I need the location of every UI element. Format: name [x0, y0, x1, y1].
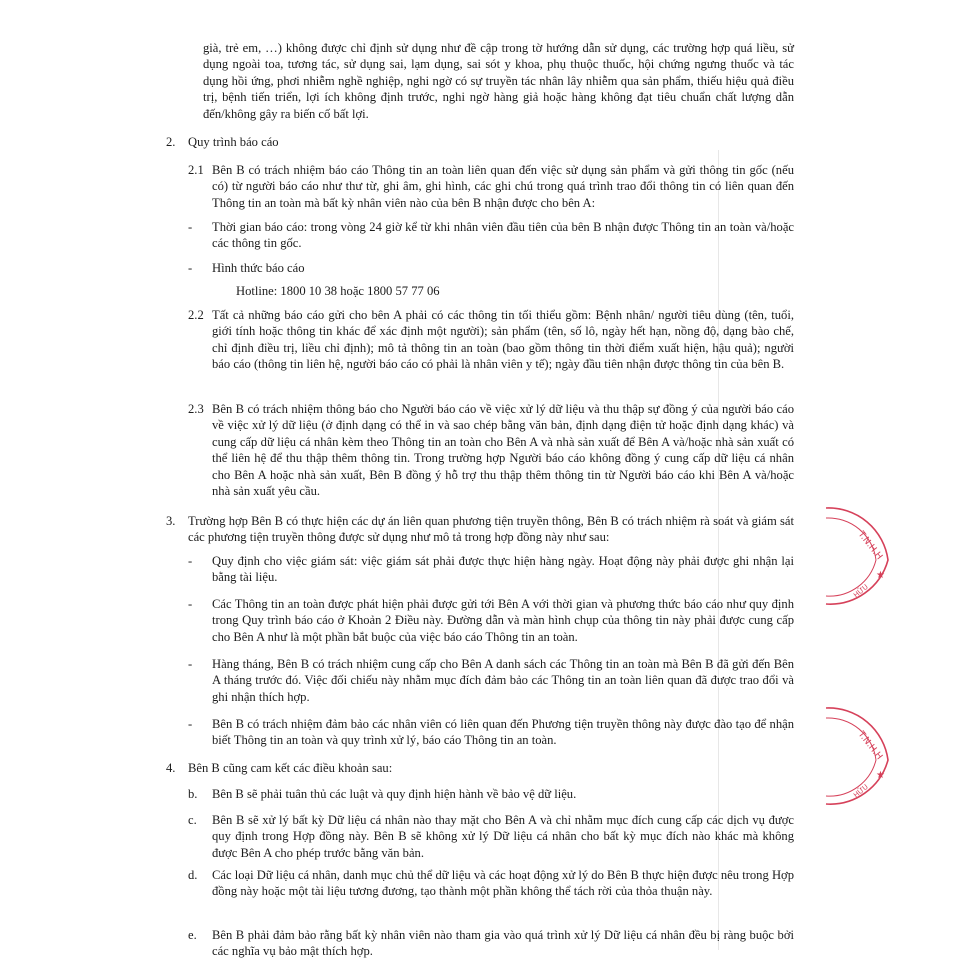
svg-text:★: ★ — [876, 570, 885, 581]
item-e-label: e. — [188, 928, 197, 942]
bullet-dash: - — [188, 261, 193, 275]
bullet-training: Bên B có trách nhiệm đảm bảo các nhân viên có liên quan đến Phương tiện truyền thông này được đào tạo để nhận biết Thông tin an toàn và quy trình xử lý, báo cáo Thông tin an toàn. — [212, 717, 794, 748]
clause-2-3-number: 2.3 — [188, 402, 204, 416]
section-2-number: 2. — [166, 135, 176, 149]
clause-2-1-number: 2.1 — [188, 163, 204, 177]
bullet-dash: - — [188, 554, 193, 568]
bullet-report-time: Thời gian báo cáo: trong vòng 24 giờ kể từ khi nhân viên đầu tiên của bên B nhận được Thông tin an toàn và/hoặc các thông tin gốc. — [212, 220, 794, 251]
item-d-label: d. — [188, 868, 198, 882]
bullet-dash: - — [188, 717, 193, 731]
svg-text:★: ★ — [876, 770, 885, 781]
clause-2-1-text: Bên B có trách nhiệm báo cáo Thông tin an toàn liên quan đến việc sử dụng sản phẩm và gửi thông tin gốc (nếu có) từ người báo cáo như thư từ, ghi âm, ghi hình, các ghi chú trong quá trình trao đổi thông tin có liên quan đến Thông tin an toàn mà bất kỳ nhân viên nào của bên B nhận được cho bên A: — [212, 163, 794, 210]
svg-text:T.N.H.H: T.N.H.H — [855, 529, 884, 562]
bullet-dash: - — [188, 597, 193, 611]
item-c-label: c. — [188, 813, 197, 827]
clause-2-3-text: Bên B có trách nhiệm thông báo cho Người báo cáo về việc xử lý dữ liệu và thu thập sự đồng ý của người báo cáo về việc xử lý dữ liệu (ở định dạng có thể in và sao chép bằng văn bản, định dạng điện tử hoặc định dạng khác) và cung cấp dữ liệu cá nhân kèm theo Thông tin an toàn cho Bên A và nhà sản xuất để Bên A và/hoặc nhà sản xuất có thể liên hệ để thu thập thêm thông tin. Trong trường hợp Người báo cáo không đồng ý cung cấp dữ liệu cá nhân cho Bên A hoặc nhà sản xuất, Bên B đồng ý hỗ trợ thu thập thêm thông tin từ Người báo cáo khi Bên A và/hoặc nhà sản xuất yêu cầu. — [212, 402, 794, 499]
section-4-number: 4. — [166, 761, 176, 775]
item-c-text: Bên B sẽ xử lý bất kỳ Dữ liệu cá nhân nào thay mặt cho Bên A và chỉ nhằm mục đích cung cấp các dịch vụ được quy định trong Hợp đồng này. Bên B sẽ không xử lý Dữ liệu cá nhân cho bất kỳ mục đích nào khác mà không được Bên A cho phép trước bằng văn bản. — [212, 813, 794, 860]
clause-2-2-number: 2.2 — [188, 308, 204, 322]
bullet-monitoring: Quy định cho việc giám sát: việc giám sát phải được thực hiện hàng ngày. Hoạt động này phải được ghi nhận lại bằng tài liệu. — [212, 554, 794, 585]
section-3-number: 3. — [166, 514, 176, 528]
clause-2-2-text: Tất cả những báo cáo gửi cho bên A phải có các thông tin tối thiểu gồm: Bệnh nhân/ người tiêu dùng (tên, tuổi, giới tính hoặc thông tin khác để xác định một người); sản phẩm (tên, số lô, ngày hết hạn, nồng độ, dạng bào chế, chỉ định điều trị, liều chỉ định); mô tả thông tin an toàn (bao gồm thông tin thời điểm xuất hiện, hậu quả); người báo cáo (thông tin liên hệ, người báo cáo có phải là nhân viên y tế); ngày đầu tiên nhận được thông tin của bên B. — [212, 308, 794, 372]
item-e-text: Bên B phải đảm bảo rằng bất kỳ nhân viên nào tham gia vào quá trình xử lý Dữ liệu cá nhân đều bị ràng buộc bởi các nghĩa vụ bảo mật thích hợp. — [212, 928, 794, 959]
section-4-text: Bên B cũng cam kết các điều khoản sau: — [188, 761, 393, 775]
section-3-text: Trường hợp Bên B có thực hiện các dự án liên quan phương tiện truyền thông, Bên B có trách nhiệm rà soát và giám sát các phương tiện truyền thông được sử dụng như mô tả trong hợp đồng này như sau: — [188, 514, 794, 545]
svg-text:HỮU: HỮU — [852, 782, 870, 800]
section-2-title: Quy trình báo cáo — [188, 135, 279, 149]
item-d-text: Các loại Dữ liệu cá nhân, danh mục chủ thể dữ liệu và các hoạt động xử lý do Bên B thực hiện được nêu trong Hợp đồng này hoặc một tài liệu tương đương, tạo thành một phần không thể tách rời của thỏa thuận này. — [212, 868, 794, 899]
hotline-text: Hotline: 1800 10 38 hoặc 1800 57 77 06 — [236, 284, 440, 298]
bullet-report-form: Hình thức báo cáo — [212, 261, 305, 275]
bullet-dash: - — [188, 657, 193, 671]
bullet-safety-info: Các Thông tin an toàn được phát hiện phải được gửi tới Bên A với thời gian và phương thức báo cáo như quy định trong Quy trình báo cáo ở Khoản 2 Điều này. Đường dẫn và màn hình chụp của thông tin này phải được cung cấp cho Bên A như là một phần bắt buộc của việc báo cáo Thông tin an toàn. — [212, 597, 794, 644]
item-b-label: b. — [188, 787, 198, 801]
svg-text:HỮU: HỮU — [852, 582, 870, 600]
bullet-monthly: Hàng tháng, Bên B có trách nhiệm cung cấp cho Bên A danh sách các Thông tin an toàn mà Bên B đã gửi đến Bên A tháng trước đó. Việc đối chiếu này nhằm mục đích đảm bảo các Thông tin an toàn liên quan đã được trao đổi và ghi nhận thích hợp. — [212, 657, 794, 704]
intro-paragraph: già, trẻ em, …) không được chỉ định sử dụng như đề cập trong tờ hướng dẫn sử dụng, các trường hợp quá liều, sử dụng ngoài toa, tương tác, sử dụng sai, lạm dụng, sai sót y khoa, phụ thuộc thuốc, hội chứng ngưng thuốc và tác dụng hồi ứng, phơi nhiễm nghề nghiệp, nghi ngờ có sự truyền tác nhân lây nhiễm qua sản phẩm, thiếu hiệu quả điều trị, bệnh tiến triển, lợi ích không định trước, nghi ngờ hàng giả hoặc hàng không đạt tiêu chuẩn chất lượng dẫn đến/không gây ra biến cố bất lợi. — [203, 41, 794, 121]
company-seal-upper — [818, 500, 898, 610]
bullet-dash: - — [188, 220, 193, 234]
svg-text:T.N.H.H: T.N.H.H — [855, 729, 884, 762]
item-b-text: Bên B sẽ phải tuân thủ các luật và quy định hiện hành về bảo vệ dữ liệu. — [212, 787, 577, 801]
company-seal-lower — [818, 700, 898, 810]
